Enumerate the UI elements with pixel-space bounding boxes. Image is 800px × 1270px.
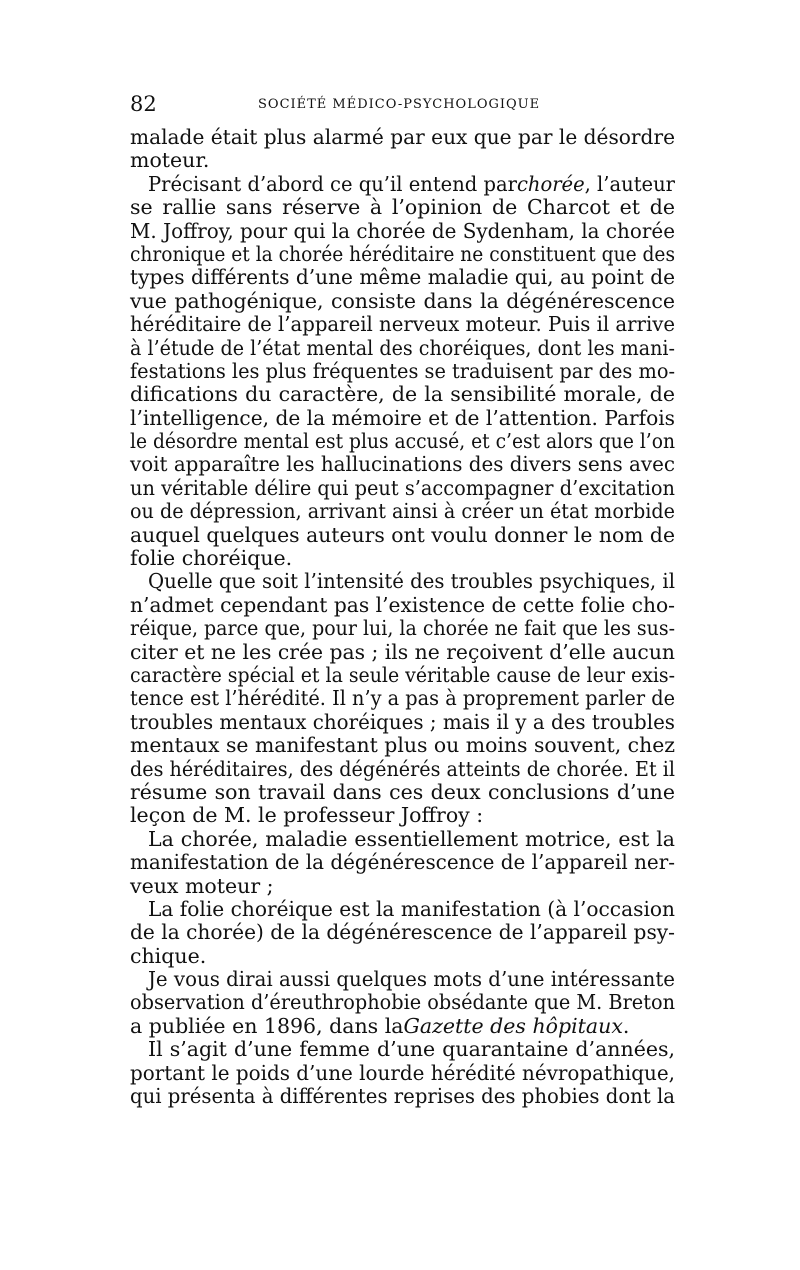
text-line	[130, 383, 675, 406]
text-line	[130, 664, 675, 687]
text-line	[130, 945, 675, 968]
line-text-after: , l’auteur	[584, 171, 675, 196]
line-text: observation d’éreuthrophobie obsédante que M. Breton	[130, 990, 675, 1015]
line-text: se rallie sans réserve à l’opinion de Charcot et de	[130, 195, 675, 220]
text-line	[130, 804, 675, 827]
line-text: auquel quelques auteurs ont voulu donner le nom de	[130, 522, 675, 547]
text-line	[130, 734, 675, 757]
line-text: des héréditaires, des dégénérés atteints de chorée. Et il	[130, 756, 675, 781]
text-line	[130, 430, 675, 453]
line-text: un véritable délire qui peut s’accompagner d’excitation	[130, 475, 675, 500]
line-text: tence est l’hérédité. Il n’y a pas à proprement parler de	[130, 686, 675, 711]
line-text: voit apparaître les hallucinations des divers sens avec	[130, 452, 675, 477]
text-line	[130, 524, 675, 547]
page-number: 82	[130, 92, 157, 116]
line-text: à l’étude de l’état mental des choréiques, dont les mani-	[130, 335, 675, 360]
line-text: héréditaire de l’appareil nerveux moteur. Puis il arrive	[130, 312, 675, 337]
text-line	[130, 1085, 675, 1108]
line-text: vue pathogénique, consiste dans la dégénérescence	[130, 288, 675, 313]
line-text: Il s’agit d’une femme d’une quarantaine d’années,	[148, 1037, 675, 1062]
text-line	[130, 570, 675, 593]
text-line	[130, 220, 675, 243]
running-head: SOCIÉTÉ MÉDICO-PSYCHOLOGIQUE	[258, 97, 541, 112]
text-line	[130, 196, 675, 219]
text-line	[130, 173, 675, 196]
line-text: le désordre mental est plus accusé, et c’est alors que l’on	[130, 429, 675, 454]
text-line	[130, 781, 675, 804]
line-text: résume son travail dans ces deux conclusions d’une	[130, 779, 675, 804]
line-text: manifestation de la dégénérescence de l’appareil ner-	[130, 850, 675, 875]
line-text: types différents d’une même maladie qui, au point de	[130, 265, 675, 290]
text-line	[130, 1062, 675, 1085]
line-text: troubles mentaux choréiques ; mais il y a des troubles	[130, 709, 675, 734]
line-text-before: Précisant d’abord ce qu’il entend par	[148, 171, 517, 196]
text-line	[130, 1015, 675, 1038]
text-line	[130, 313, 675, 336]
body-text	[130, 126, 675, 1108]
text-line	[130, 921, 675, 944]
line-text: chique.	[130, 943, 207, 968]
text-line	[130, 641, 675, 664]
line-text: La folie choréique est la manifestation (à l’occasion	[148, 896, 675, 921]
line-text: portant le poids d’une lourde hérédité névropathique,	[130, 1060, 675, 1085]
page-header	[130, 92, 675, 116]
text-line	[130, 898, 675, 921]
text-line	[130, 337, 675, 360]
line-text: ou de dépression, arrivant ainsi à créer un état morbide	[130, 499, 675, 524]
text-line	[130, 500, 675, 523]
text-line	[130, 547, 675, 570]
text-line	[130, 453, 675, 476]
line-text: citer et ne les crée pas ; ils ne reçoivent d’elle aucun	[130, 639, 675, 664]
line-text: qui présenta à différentes reprises des phobies dont la	[130, 1084, 675, 1109]
line-text-before: a publiée en 1896, dans la	[130, 1013, 404, 1038]
text-line	[130, 594, 675, 617]
line-text: réique, parce que, pour lui, la chorée ne fait que les sus-	[130, 616, 675, 641]
line-text: festations les plus fréquentes se traduisent par des mo-	[130, 358, 675, 383]
line-text: malade était plus alarmé par eux que par le désordre	[130, 125, 675, 149]
text-line	[130, 360, 675, 383]
line-text: mentaux se manifestant plus ou moins souvent, chez	[130, 733, 675, 758]
italic-title: chorée	[516, 171, 585, 196]
text-line	[130, 126, 675, 149]
line-text: Quelle que soit l’intensité des troubles psychiques, il	[148, 569, 675, 594]
text-line	[130, 266, 675, 289]
text-line	[130, 407, 675, 430]
line-text-after: .	[622, 1013, 630, 1038]
line-text: moteur.	[130, 148, 210, 173]
line-text: M. Joffroy, pour qui la chorée de Sydenham, la chorée	[130, 218, 675, 243]
line-text: folie choréique.	[130, 546, 293, 571]
line-text: leçon de M. le professeur Joffroy :	[130, 803, 484, 828]
text-line	[130, 1038, 675, 1061]
text-line	[130, 828, 675, 851]
line-text: caractère spécial et la seule véritable cause de leur exis-	[130, 662, 675, 687]
text-line	[130, 243, 675, 266]
text-line	[130, 875, 675, 898]
text-line	[130, 290, 675, 313]
line-text: La chorée, maladie essentiellement motrice, est la	[148, 826, 675, 851]
line-text: difications du caractère, de la sensibilité morale, de	[130, 382, 675, 407]
text-line	[130, 711, 675, 734]
line-text: de la chorée) de la dégénérescence de l’appareil psy-	[130, 920, 675, 945]
line-text	[130, 1015, 629, 1038]
line-text	[148, 173, 675, 196]
text-line	[130, 149, 675, 172]
line-text: Je vous dirai aussi quelques mots d’une intéressante	[148, 967, 675, 992]
text-line	[130, 991, 675, 1014]
line-text: chronique et la chorée héréditaire ne constituent que des	[130, 241, 675, 266]
italic-title: Gazette des hôpitaux	[403, 1013, 623, 1038]
text-line	[130, 968, 675, 991]
text-line	[130, 758, 675, 781]
text-line	[130, 617, 675, 640]
line-text: l’intelligence, de la mémoire et de l’attention. Parfois	[130, 405, 675, 430]
line-text: n’admet cependant pas l’existence de cette folie cho-	[130, 592, 675, 617]
text-line	[130, 687, 675, 710]
text-line	[130, 477, 675, 500]
line-text: veux moteur ;	[130, 873, 274, 898]
text-line	[130, 851, 675, 874]
